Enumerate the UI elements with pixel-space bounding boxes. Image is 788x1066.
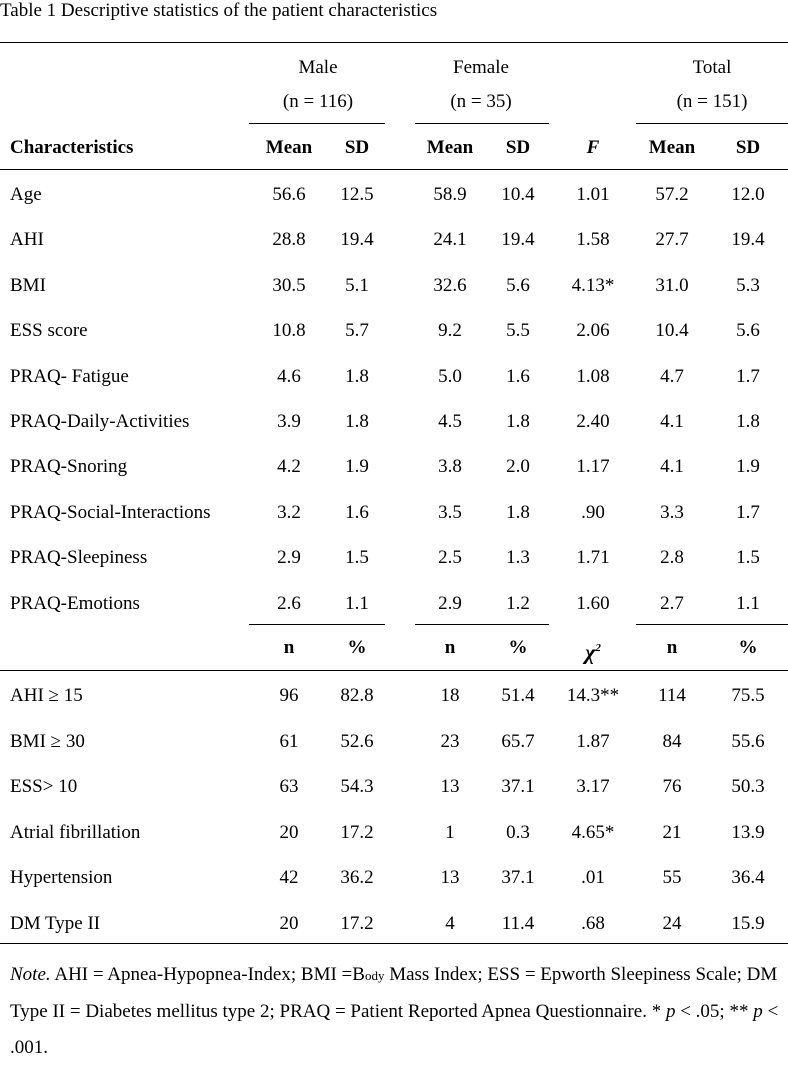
cell-test-stat: .01 [581,867,605,889]
bottom-rule [0,943,788,944]
cell-total-1: 55 [662,867,682,889]
cell-test-stat: 1.08 [576,365,610,387]
cell-female-1: 2.9 [438,592,462,614]
group-underline-total [636,123,788,124]
cell-female-2: 11.4 [501,913,535,934]
cell-female-2: 5.6 [506,274,530,296]
row-label: Age [10,184,42,205]
cell-total-2: 19.4 [731,229,765,251]
row-label: AHI ≥ 15 [10,685,83,706]
section-underline-female [415,624,549,625]
row-label: PRAQ- Fatigue [10,365,129,387]
cell-total-1: 31.0 [655,274,689,296]
cell-female-1: 3.8 [438,456,462,478]
cell-test-stat: 2.40 [576,411,610,432]
chi-superscript: 2 [595,642,601,654]
group-underline-female [415,123,549,124]
column-header-total-n: n [666,637,678,658]
column-header-f: F [586,137,600,158]
column-header-female-n: n [444,637,456,658]
cell-female-2: 19.4 [501,229,535,251]
cell-total-2: 1.5 [736,547,760,569]
cell-female-1: 4.5 [438,411,462,432]
column-header-male-sd: SD [344,137,370,158]
column-header-female-mean: Mean [426,137,474,158]
column-header-male-mean: Mean [265,137,313,158]
section-underline-male [249,624,385,625]
cell-male-2: 17.2 [340,821,374,843]
cell-female-2: 1.8 [506,501,530,523]
cell-test-stat: 1.60 [576,592,610,614]
cell-test-stat: 4.13* [571,274,615,296]
column-header-total-pct: % [738,637,758,658]
cell-female-1: 23 [440,730,460,752]
cell-total-2: 15.9 [731,913,765,934]
cell-female-2: 1.6 [506,365,530,387]
cell-male-2: 1.6 [345,501,369,523]
table-note [10,957,780,1066]
cell-male-2: 1.9 [345,456,369,478]
row-label: PRAQ-Daily-Activities [10,411,190,432]
cell-female-2: 37.1 [501,776,535,798]
note-text-2: Mass Index; ESS = Epworth Sleepiness Scale; DM Type II = Diabetes mellitus type 2; PRAQ = Patient Reported Apnea Questionnaire. * [10,964,778,1022]
cell-total-1: 2.7 [660,592,684,614]
cell-female-1: 5.0 [438,365,462,387]
cell-female-2: 0.3 [506,821,530,843]
cell-total-2: 5.3 [736,274,760,296]
cell-male-1: 30.5 [272,274,306,296]
column-header-total-sd: SD [735,137,761,158]
cell-total-2: 55.6 [731,730,765,752]
note-p-symbol-1: p [665,1001,676,1022]
row-label: BMI [10,274,46,296]
cell-total-1: 76 [662,776,682,798]
note-text-4: < .001. [10,1001,779,1058]
cell-total-2: 75.5 [731,685,765,706]
cell-test-stat: 1.58 [576,229,610,251]
cell-test-stat: .90 [581,501,605,523]
cell-total-1: 3.3 [660,501,684,523]
row-label: BMI ≥ 30 [10,730,85,752]
cell-total-1: 21 [662,821,682,843]
cell-male-2: 1.8 [345,365,369,387]
cell-male-2: 52.6 [340,730,374,752]
cell-test-stat: 2.06 [576,320,610,342]
cell-total-1: 114 [658,685,686,706]
column-header-characteristics: Characteristics [10,137,134,158]
cell-total-2: 1.1 [736,592,760,614]
cell-total-2: 1.7 [736,365,760,387]
row-label: Hypertension [10,867,113,889]
cell-female-1: 2.5 [438,547,462,569]
group-total-n: (n = 151) [676,91,748,112]
cell-male-2: 1.8 [345,411,369,432]
cell-male-2: 19.4 [340,229,374,251]
top-rule [0,42,788,43]
cell-female-2: 51.4 [501,685,535,706]
cell-test-stat: 4.65* [571,821,615,843]
cell-total-2: 50.3 [731,776,765,798]
column-header-total-mean: Mean [648,137,696,158]
cell-female-1: 13 [440,776,460,798]
cell-female-1: 32.6 [433,274,467,296]
cell-total-1: 4.1 [660,411,684,432]
cell-male-1: 2.9 [277,547,301,569]
row-label: ESS> 10 [10,776,78,798]
cell-female-2: 65.7 [501,730,535,752]
cell-male-2: 5.7 [345,320,369,342]
column-header-female-pct: % [508,637,528,658]
table-title: Table 1 Descriptive statistics of the patient characteristics [0,0,438,21]
section-underline-total [636,624,788,625]
row-label: PRAQ-Social-Interactions [10,501,211,523]
cell-male-2: 82.8 [340,685,374,706]
cell-female-2: 1.8 [506,411,530,432]
group-underline-male [249,123,385,124]
row-label: PRAQ-Sleepiness [10,547,148,569]
cell-female-2: 2.0 [506,456,530,478]
cell-total-2: 12.0 [731,184,765,205]
group-female-n: (n = 35) [450,91,512,112]
section-rule [0,670,788,671]
column-header-male-n: n [283,637,295,658]
cell-test-stat: 1.71 [576,547,610,569]
cell-total-2: 36.4 [731,867,765,889]
cell-female-2: 37.1 [501,867,535,889]
cell-total-1: 57.2 [655,184,689,205]
cell-total-1: 4.7 [660,365,684,387]
cell-male-1: 4.6 [277,365,301,387]
group-male-n: (n = 116) [282,91,354,112]
cell-female-1: 24.1 [433,229,467,251]
cell-female-1: 18 [440,685,460,706]
header-rule [0,169,788,170]
cell-total-2: 1.7 [736,501,760,523]
cell-total-1: 2.8 [660,547,684,569]
cell-male-1: 20 [279,913,299,934]
cell-male-2: 36.2 [340,867,374,889]
note-text-1: AHI = Apnea-Hypopnea-Index; BMI =B [50,964,365,985]
cell-female-1: 9.2 [438,320,462,342]
cell-male-1: 4.2 [277,456,301,478]
row-label: ESS score [10,320,88,342]
group-female-name: Female [453,57,509,78]
note-p-symbol-2: p [753,1001,763,1022]
cell-total-1: 84 [662,730,682,752]
cell-male-1: 42 [279,867,299,889]
cell-male-1: 63 [279,776,299,798]
cell-male-2: 12.5 [340,184,374,205]
note-text-3: < .05; ** [675,1001,754,1022]
cell-male-1: 3.9 [277,411,301,432]
cell-test-stat: 3.17 [576,776,610,798]
cell-male-2: 1.1 [345,592,369,614]
cell-female-2: 5.5 [506,320,530,342]
cell-male-1: 10.8 [272,320,306,342]
row-label: AHI [10,229,44,251]
cell-female-1: 58.9 [433,184,467,205]
row-label: PRAQ-Emotions [10,592,140,614]
cell-female-2: 1.2 [506,592,530,614]
cell-total-2: 1.9 [736,456,760,478]
cell-female-1: 4 [445,913,455,934]
note-small-text: ody [364,968,385,983]
row-label: Atrial fibrillation [10,821,141,843]
group-male-name: Male [298,57,338,78]
chi-symbol: χ [585,639,596,665]
column-header-chi-square [585,637,601,665]
cell-male-1: 56.6 [272,184,306,205]
cell-male-2: 54.3 [340,776,374,798]
cell-test-stat: 1.01 [576,184,610,205]
cell-male-1: 3.2 [277,501,301,523]
cell-total-2: 5.6 [736,320,760,342]
row-label: DM Type II [10,913,101,934]
column-header-male-pct: % [347,637,367,658]
group-total-name: Total [692,57,732,78]
cell-male-1: 96 [279,685,299,706]
cell-male-1: 20 [279,821,299,843]
cell-male-2: 17.2 [340,913,374,934]
cell-test-stat: .68 [581,913,605,934]
cell-female-2: 10.4 [501,184,535,205]
cell-total-2: 13.9 [731,821,765,843]
column-header-female-sd: SD [505,137,531,158]
cell-male-1: 28.8 [272,229,306,251]
row-label: PRAQ-Snoring [10,456,128,478]
cell-test-stat: 14.3** [566,685,620,706]
cell-male-2: 5.1 [345,274,369,296]
cell-total-1: 27.7 [655,229,689,251]
cell-male-2: 1.5 [345,547,369,569]
cell-total-2: 1.8 [736,411,760,432]
cell-male-1: 2.6 [277,592,301,614]
cell-female-1: 13 [440,867,460,889]
cell-test-stat: 1.87 [576,730,610,752]
cell-total-1: 24 [662,913,682,934]
cell-female-2: 1.3 [506,547,530,569]
cell-total-1: 10.4 [655,320,689,342]
cell-test-stat: 1.17 [576,456,610,478]
cell-total-1: 4.1 [660,456,684,478]
note-lead: Note. [10,964,51,985]
cell-female-1: 3.5 [438,501,462,523]
cell-female-1: 1 [445,821,455,843]
cell-male-1: 61 [279,730,299,752]
